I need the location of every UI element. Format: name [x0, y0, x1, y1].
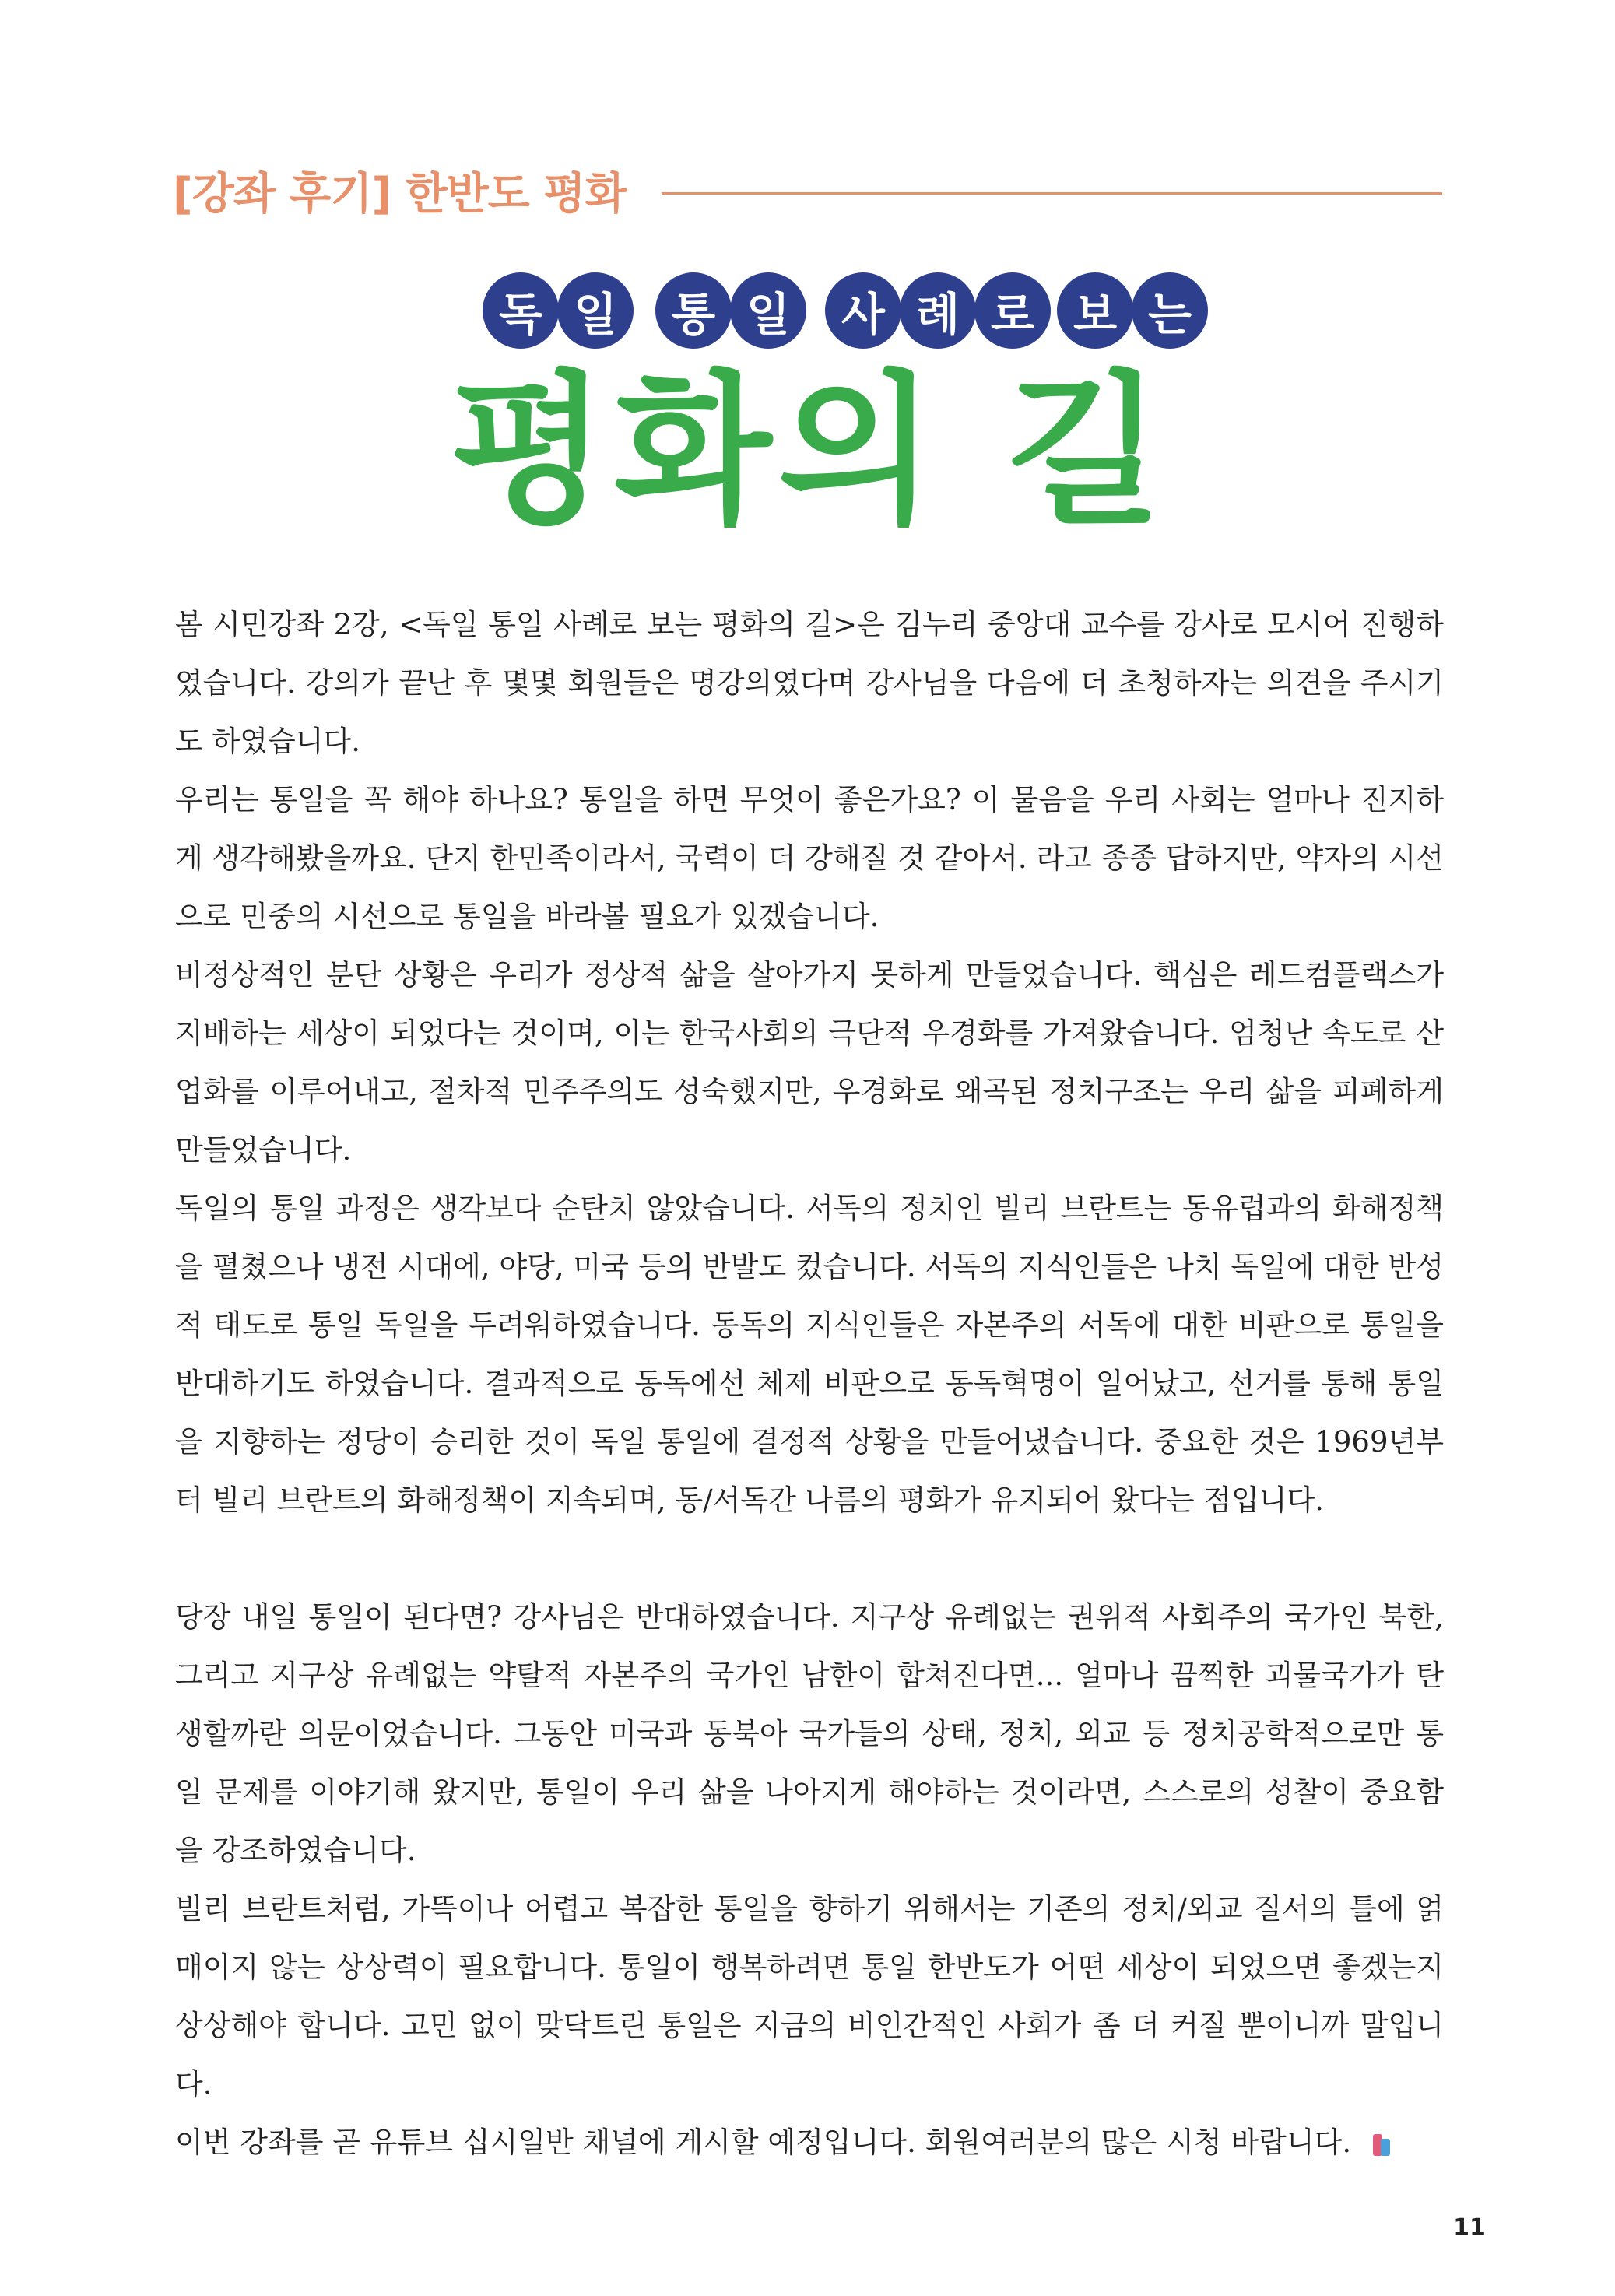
- subtitle-char: 는: [1132, 272, 1208, 349]
- section-divider: [662, 192, 1442, 195]
- paragraph-gap: [175, 1529, 1444, 1588]
- subtitle-char: 독: [483, 272, 559, 349]
- subtitle-char: 보: [1057, 272, 1133, 349]
- paragraph: 당장 내일 통일이 된다면? 강사님은 반대하였습니다. 지구상 유례없는 권위적 사회주의 국가인 북한, 그리고 지구상 유례없는 약탈적 자본주의 국가인 남한이 합쳐진다면... 얼마나 끔찍한 괴물국가가 탄생할까란 의문이었습니다. 그동안 미국과 동북아 국가들의 상태, 정치, 외교 등 정치공학적으로만 통일 문제를 이야기해 왔지만, 통일이 우리 삶을 나아지게 해야하는 것이라면, 스스로의 성찰이 중요함을 강조하였습니다.: [175, 1600, 1444, 1867]
- subtitle-char: 통: [655, 272, 732, 349]
- paragraph: 우리는 통일을 꼭 해야 하나요? 통일을 하면 무엇이 좋은가요? 이 물음을 우리 사회는 얼마나 진지하게 생각해봤을까요. 단지 한민족이라서, 국력이 더 강해질 것 같아서. 라고 종종 답하지만, 약자의 시선으로 민중의 시선으로 통일을 바라볼 필요가 있겠습니다.: [175, 783, 1444, 933]
- subtitle-char: 사: [825, 272, 901, 349]
- sparkle-icon: [1370, 2131, 1393, 2159]
- subtitle-char: 일: [730, 272, 806, 349]
- page-number: 11: [1453, 2214, 1486, 2242]
- paragraph: 비정상적인 분단 상황은 우리가 정상적 삶을 살아가지 못하게 만들었습니다. 핵심은 레드컴플랙스가 지배하는 세상이 되었다는 것이며, 이는 한국사회의 극단적 우경화를 가져왔습니다. 엄청난 속도로 산업화를 이루어내고, 절차적 민주주의도 성숙했지만, 우경화로 왜곡된 정치구조는 우리 삶을 피폐하게 만들었습니다.: [175, 958, 1444, 1167]
- subtitle-char: 례: [900, 272, 976, 349]
- section-label: [강좌 후기] 한반도 평화: [173, 169, 627, 219]
- paragraph: 독일의 통일 과정은 생각보다 순탄치 않았습니다. 서독의 정치인 빌리 브란트는 동유럽과의 화해정책을 펼쳤으나 냉전 시대에, 야당, 미국 등의 반발도 컸습니다. 서독의 지식인들은 나치 독일에 대한 반성적 태도로 통일 독일을 두려워하였습니다. 동독의 지식인들은 자본주의 서독에 대한 비판으로 통일을 반대하기도 하였습니다. 결과적으로 동독에선 체제 비판으로 동독혁명이 일어났고, 선거를 통해 통일을 지향하는 정당이 승리한 것이 독일 통일에 결정적 상황을 만들어냈습니다. 중요한 것은 1969년부터 빌리 브란트의 화해정책이 지속되며, 동/서독간 나름의 평화가 유지되어 왔다는 점입니다.: [175, 1192, 1444, 1517]
- article-body: [175, 595, 1444, 2171]
- page-title: 평화의 길: [449, 356, 1170, 546]
- closing-paragraph: [175, 2113, 1444, 2171]
- subtitle-char: 일: [557, 272, 634, 349]
- paragraph: 봄 시민강좌 2강, <독일 통일 사례로 보는 평화의 길>은 김누리 중앙대 교수를 강사로 모시어 진행하였습니다. 강의가 끝난 후 몇몇 회원들은 명강의였다며 강사님을 다음에 더 초청하자는 의견을 주시기도 하였습니다.: [175, 608, 1444, 758]
- paragraph: 빌리 브란트처럼, 가뜩이나 어렵고 복잡한 통일을 향하기 위해서는 기존의 정치/외교 질서의 틀에 얽매이지 않는 상상력이 필요합니다. 통일이 행복하려면 통일 한반도가 어떤 세상이 되었으면 좋겠는지 상상해야 합니다. 고민 없이 맞닥트린 통일은 지금의 비인간적인 사회가 좀 더 커질 뿐이니까 말입니다.: [175, 1892, 1444, 2101]
- closing-text: 이번 강좌를 곧 유튜브 십시일반 채널에 게시할 예정입니다. 회원여러분의 많은 시청 바랍니다.: [175, 2126, 1352, 2159]
- subtitle-char: 로: [974, 272, 1051, 349]
